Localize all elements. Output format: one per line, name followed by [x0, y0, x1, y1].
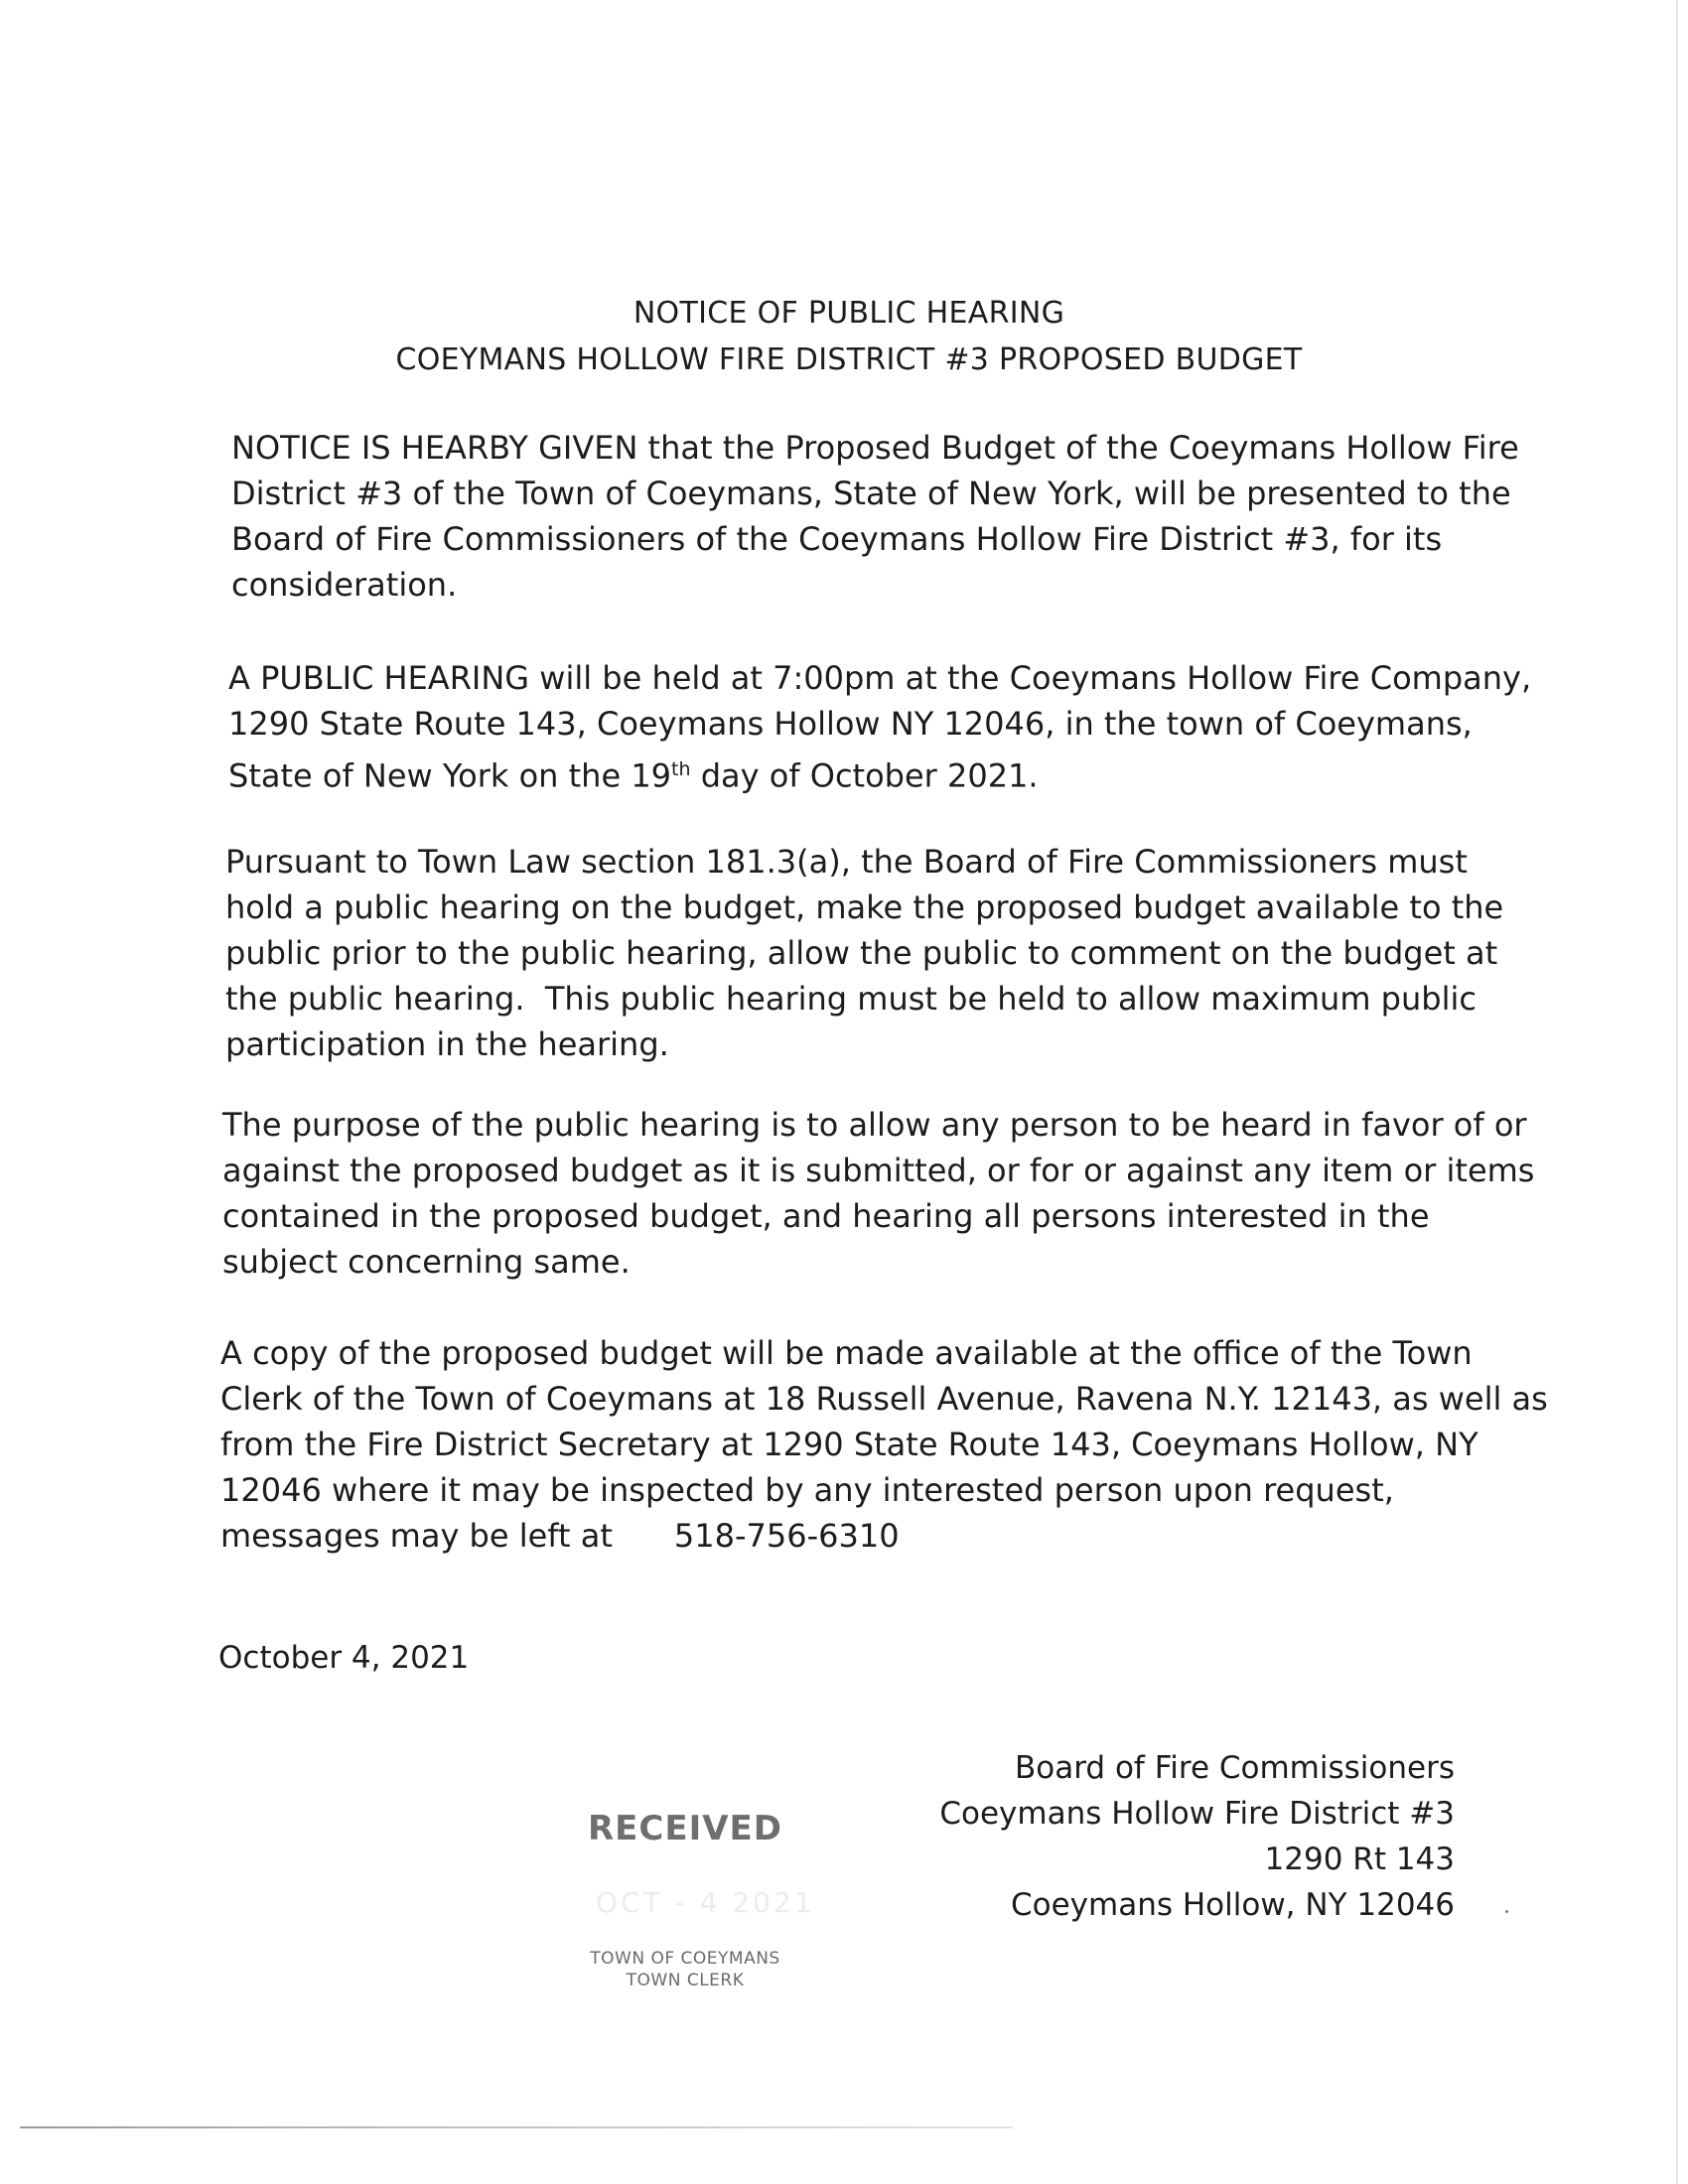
phone-number: 518-756-6310 [673, 1517, 900, 1555]
paragraph-line: from the Fire District Secretary at 1290 State Route 143, Coeymans Hollow, NY [220, 1426, 1478, 1463]
paragraph-line [228, 747, 1531, 799]
notice-subtitle: COEYMANS HOLLOW FIRE DISTRICT #3 PROPOSED BUDGET [395, 342, 1303, 377]
paragraph-line: Clerk of the Town of Coeymans at 18 Russell Avenue, Ravena N.Y. 12143, as well as [220, 1380, 1548, 1418]
scan-speck [1505, 1910, 1508, 1913]
scan-edge-line [20, 2126, 1013, 2128]
notice-title: NOTICE OF PUBLIC HEARING [633, 296, 1065, 331]
hearing-date-text-end: day of October 2021. [690, 756, 1039, 795]
messages-text: messages may be left at [220, 1517, 613, 1555]
ordinal-suffix: th [671, 758, 691, 780]
document-date: October 4, 2021 [218, 1640, 470, 1676]
paragraph-line: NOTICE IS HEARBY GIVEN that the Proposed Budget of the Coeymans Hollow Fire [231, 429, 1519, 467]
paragraph-line: A copy of the proposed budget will be made available at the office of the Town [220, 1334, 1473, 1372]
paragraph-town-law [225, 839, 1503, 1067]
signature-line: Coeymans Hollow Fire District #3 [939, 1796, 1455, 1832]
paragraph-line: The purpose of the public hearing is to allow any person to be heard in favor of or [222, 1106, 1527, 1144]
received-stamp: RECEIVED [588, 1809, 782, 1848]
received-stamp-date: OCT - 4 2021 [596, 1886, 815, 1919]
paragraph-line [220, 1513, 1548, 1559]
hearing-date-text: State of New York on the 19 [228, 756, 672, 795]
paragraph-line: the public hearing. This public hearing must be held to allow maximum public [225, 980, 1477, 1018]
paragraph-line: Board of Fire Commissioners of the Coeymans Hollow Fire District #3, for its [231, 520, 1443, 558]
signature-block [894, 1745, 1455, 1928]
paragraph-line: hold a public hearing on the budget, make the proposed budget available to the [225, 888, 1504, 926]
paragraph-line: contained in the proposed budget, and hearing all persons interested in the [222, 1197, 1430, 1235]
stamp-office-line: TOWN CLERK [626, 1971, 745, 1990]
paragraph-line: against the proposed budget as it is submitted, or for or against any item or items [222, 1152, 1535, 1189]
paragraph-copy-availability [220, 1330, 1548, 1559]
paragraph-line: participation in the hearing. [225, 1025, 669, 1063]
paragraph-hearing-details [228, 655, 1531, 799]
signature-line: Board of Fire Commissioners [1015, 1750, 1455, 1786]
paragraph-line: consideration. [231, 566, 458, 604]
paragraph-line: public prior to the public hearing, allow the public to comment on the budget at [225, 934, 1498, 972]
paragraph-line: subject concerning same. [222, 1243, 631, 1281]
paragraph-line: Pursuant to Town Law section 181.3(a), the Board of Fire Commissioners must [225, 843, 1468, 881]
received-stamp-office [556, 1948, 814, 1991]
paragraph-line: 1290 State Route 143, Coeymans Hollow NY 12046, in the town of Coeymans, [228, 705, 1473, 743]
stamp-office-line: TOWN OF COEYMANS [590, 1949, 780, 1969]
signature-line: Coeymans Hollow, NY 12046 [1010, 1887, 1455, 1923]
paragraph-purpose [222, 1102, 1534, 1285]
paragraph-notice [231, 425, 1519, 608]
paragraph-line: 12046 where it may be inspected by any interested person upon request, [220, 1471, 1394, 1509]
paragraph-line: District #3 of the Town of Coeymans, State of New York, will be presented to the [231, 475, 1511, 512]
paragraph-line: A PUBLIC HEARING will be held at 7:00pm at the Coeymans Hollow Fire Company, [228, 659, 1532, 697]
signature-line: 1290 Rt 143 [1264, 1842, 1455, 1877]
